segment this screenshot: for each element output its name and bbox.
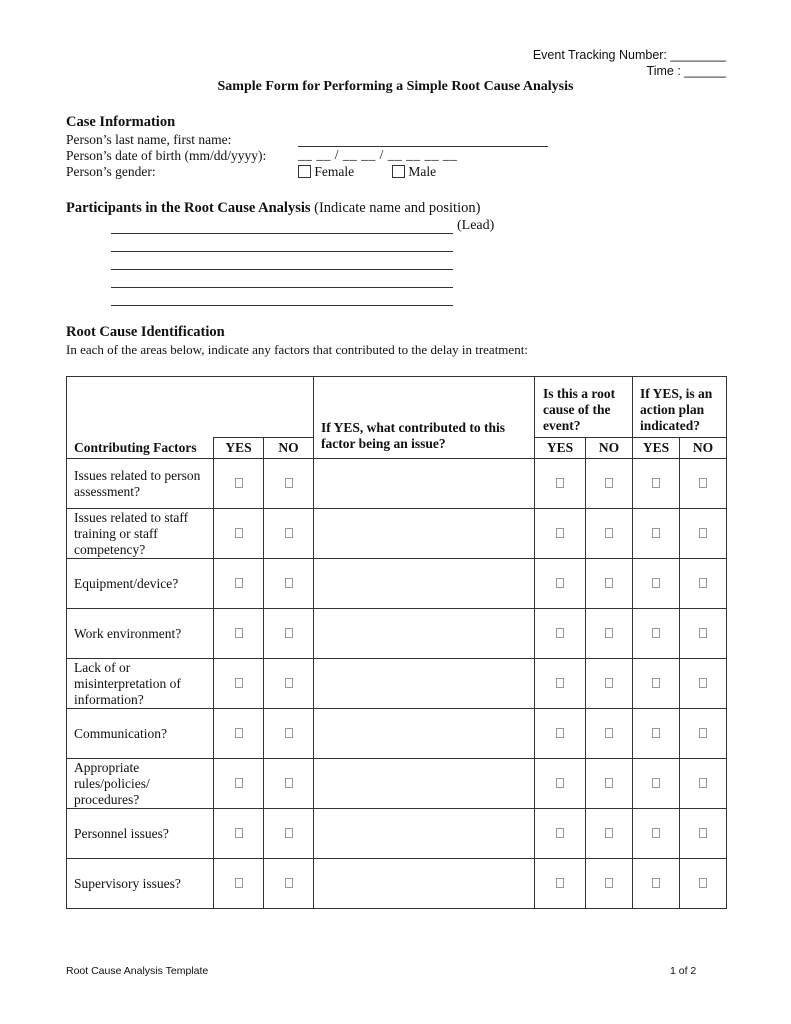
root-cause-yes-cell [535, 609, 586, 659]
root-cause-no-cell [586, 459, 633, 509]
root-cause-yes-checkbox[interactable] [556, 578, 564, 588]
header-yes: YES [214, 438, 264, 459]
factor-no-checkbox[interactable] [285, 728, 293, 738]
action-plan-yes-checkbox[interactable] [652, 628, 660, 638]
page-title: Sample Form for Performing a Simple Root Cause Analysis [217, 79, 574, 94]
root-cause-no-checkbox[interactable] [605, 878, 613, 888]
participant-line[interactable] [111, 269, 453, 270]
root-cause-heading: Root Cause Identification [66, 324, 225, 340]
contributed-notes-field[interactable] [314, 459, 535, 509]
factor-yes-cell [214, 509, 264, 559]
action-plan-no-checkbox[interactable] [699, 628, 707, 638]
root-cause-no-checkbox[interactable] [605, 628, 613, 638]
root-cause-yes-checkbox[interactable] [556, 528, 564, 538]
factor-no-checkbox[interactable] [285, 528, 293, 538]
action-plan-yes-checkbox[interactable] [652, 828, 660, 838]
factor-yes-checkbox[interactable] [235, 678, 243, 688]
factor-no-checkbox[interactable] [285, 478, 293, 488]
header-blank [67, 377, 314, 438]
root-cause-yes-checkbox[interactable] [556, 478, 564, 488]
root-cause-yes-checkbox[interactable] [556, 828, 564, 838]
factor-yes-checkbox[interactable] [235, 478, 243, 488]
root-cause-yes-checkbox[interactable] [556, 878, 564, 888]
participant-line[interactable] [111, 251, 453, 252]
action-plan-yes-cell [633, 859, 680, 909]
factor-label: Supervisory issues? [67, 859, 214, 909]
contributed-notes-field[interactable] [314, 709, 535, 759]
factor-yes-checkbox[interactable] [235, 528, 243, 538]
female-checkbox[interactable] [298, 165, 311, 178]
factor-yes-checkbox[interactable] [235, 828, 243, 838]
factor-yes-checkbox[interactable] [235, 878, 243, 888]
root-cause-yes-cell [535, 709, 586, 759]
contributed-notes-field[interactable] [314, 559, 535, 609]
root-cause-yes-checkbox[interactable] [556, 678, 564, 688]
factor-label: Communication? [67, 709, 214, 759]
factor-yes-cell [214, 609, 264, 659]
root-cause-no-checkbox[interactable] [605, 728, 613, 738]
root-cause-no-checkbox[interactable] [605, 478, 613, 488]
action-plan-no-checkbox[interactable] [699, 678, 707, 688]
action-plan-no-cell [680, 459, 727, 509]
action-plan-no-cell [680, 509, 727, 559]
factor-no-checkbox[interactable] [285, 828, 293, 838]
root-cause-no-cell [586, 659, 633, 709]
time-field: Time : ______ [646, 64, 726, 78]
factor-label: Issues related to person assessment? [67, 459, 214, 509]
root-cause-no-checkbox[interactable] [605, 578, 613, 588]
action-plan-yes-cell [633, 559, 680, 609]
root-cause-no-cell [586, 859, 633, 909]
factor-no-checkbox[interactable] [285, 878, 293, 888]
action-plan-yes-checkbox[interactable] [652, 678, 660, 688]
factor-no-cell [264, 709, 314, 759]
factor-no-cell [264, 659, 314, 709]
factor-no-checkbox[interactable] [285, 678, 293, 688]
action-plan-no-cell [680, 859, 727, 909]
header-action-no: NO [680, 438, 727, 459]
header-root-cause: Is this a root cause of the event? [535, 377, 633, 438]
root-cause-yes-cell [535, 509, 586, 559]
root-cause-instruction: In each of the areas below, indicate any factors that contributed to the delay in treatment: [66, 342, 528, 357]
name-label: Person’s last name, first name: [66, 132, 232, 147]
action-plan-yes-cell [633, 459, 680, 509]
action-plan-yes-checkbox[interactable] [652, 778, 660, 788]
action-plan-no-cell [680, 609, 727, 659]
male-label: Male [408, 164, 437, 179]
action-plan-yes-cell [633, 609, 680, 659]
root-cause-no-cell [586, 559, 633, 609]
gender-option-male[interactable] [392, 164, 436, 180]
root-cause-no-checkbox[interactable] [605, 528, 613, 538]
action-plan-yes-cell [633, 659, 680, 709]
contributed-notes-field[interactable] [314, 659, 535, 709]
root-cause-no-cell [586, 759, 633, 809]
factor-no-cell [264, 559, 314, 609]
action-plan-no-cell [680, 559, 727, 609]
factor-label: Lack of or misinterpretation of information? [67, 659, 214, 709]
footer-template-name: Root Cause Analysis Template [66, 965, 209, 977]
dob-label: Person’s date of birth (mm/dd/yyyy): [66, 148, 267, 163]
root-cause-yes-checkbox[interactable] [556, 778, 564, 788]
table-row [67, 859, 727, 909]
factor-label: Equipment/device? [67, 559, 214, 609]
table-row [67, 759, 727, 809]
action-plan-no-cell [680, 809, 727, 859]
action-plan-yes-cell [633, 709, 680, 759]
header-action-plan: If YES, is an action plan indicated? [633, 377, 727, 438]
root-cause-yes-checkbox[interactable] [556, 728, 564, 738]
female-label: Female [314, 164, 355, 179]
root-cause-no-cell [586, 809, 633, 859]
header-root-yes: YES [535, 438, 586, 459]
table-row [67, 659, 727, 709]
table-row [67, 459, 727, 509]
root-cause-yes-cell [535, 459, 586, 509]
action-plan-yes-cell [633, 509, 680, 559]
factor-yes-checkbox[interactable] [235, 728, 243, 738]
header-action-yes: YES [633, 438, 680, 459]
contributed-notes-field[interactable] [314, 809, 535, 859]
root-cause-no-checkbox[interactable] [605, 828, 613, 838]
factor-yes-checkbox[interactable] [235, 578, 243, 588]
male-checkbox[interactable] [392, 165, 405, 178]
factor-yes-cell [214, 809, 264, 859]
table-row [67, 809, 727, 859]
action-plan-no-checkbox[interactable] [699, 878, 707, 888]
root-cause-yes-cell [535, 859, 586, 909]
action-plan-yes-cell [633, 809, 680, 859]
root-cause-yes-checkbox[interactable] [556, 628, 564, 638]
root-cause-no-cell [586, 509, 633, 559]
factor-yes-cell [214, 559, 264, 609]
factor-yes-cell [214, 859, 264, 909]
action-plan-no-checkbox[interactable] [699, 578, 707, 588]
root-cause-no-cell [586, 709, 633, 759]
root-cause-yes-cell [535, 659, 586, 709]
contributed-notes-field[interactable] [314, 609, 535, 659]
gender-label: Person’s gender: [66, 164, 156, 179]
action-plan-yes-checkbox[interactable] [652, 528, 660, 538]
root-cause-yes-cell [535, 759, 586, 809]
action-plan-no-checkbox[interactable] [699, 828, 707, 838]
factor-yes-cell [214, 709, 264, 759]
action-plan-no-checkbox[interactable] [699, 528, 707, 538]
root-cause-no-cell [586, 609, 633, 659]
root-cause-table [66, 376, 727, 909]
header-root-no: NO [586, 438, 633, 459]
action-plan-no-cell [680, 659, 727, 709]
gender-option-female[interactable] [298, 164, 354, 180]
factor-no-cell [264, 809, 314, 859]
action-plan-no-cell [680, 759, 727, 809]
lead-label: (Lead) [457, 218, 495, 233]
table-row [67, 509, 727, 559]
action-plan-yes-checkbox[interactable] [652, 878, 660, 888]
contributed-notes-field[interactable] [314, 509, 535, 559]
root-cause-yes-cell [535, 809, 586, 859]
header-factors: Contributing Factors [67, 438, 214, 459]
factor-no-cell [264, 509, 314, 559]
factor-yes-checkbox[interactable] [235, 778, 243, 788]
page-number: 1 of 2 [670, 965, 697, 977]
factor-no-cell [264, 609, 314, 659]
participant-line[interactable] [111, 287, 453, 288]
action-plan-yes-checkbox[interactable] [652, 578, 660, 588]
contributed-notes-field[interactable] [314, 759, 535, 809]
factor-yes-cell [214, 759, 264, 809]
participants-heading: Participants in the Root Cause Analysis [66, 200, 311, 216]
header-no: NO [264, 438, 314, 459]
participant-lead-line[interactable] [111, 233, 453, 234]
factor-yes-cell [214, 459, 264, 509]
participant-line[interactable] [111, 305, 453, 306]
action-plan-yes-cell [633, 759, 680, 809]
factor-label: Personnel issues? [67, 809, 214, 859]
participants-heading-row [66, 200, 480, 217]
factor-label: Work environment? [67, 609, 214, 659]
factor-label: Issues related to staff training or staff competency? [67, 509, 214, 559]
factor-no-checkbox[interactable] [285, 578, 293, 588]
root-cause-no-checkbox[interactable] [605, 778, 613, 788]
action-plan-no-checkbox[interactable] [699, 778, 707, 788]
factor-no-checkbox[interactable] [285, 628, 293, 638]
contributed-notes-field[interactable] [314, 859, 535, 909]
factor-no-cell [264, 459, 314, 509]
action-plan-no-cell [680, 709, 727, 759]
table-row [67, 609, 727, 659]
event-tracking-number: Event Tracking Number: ________ [532, 48, 726, 62]
case-information-heading: Case Information [66, 114, 176, 130]
action-plan-no-checkbox[interactable] [699, 728, 707, 738]
factor-no-checkbox[interactable] [285, 778, 293, 788]
table-row [67, 559, 727, 609]
factor-yes-cell [214, 659, 264, 709]
factor-label: Appropriate rules/policies/ procedures? [67, 759, 214, 809]
action-plan-yes-checkbox[interactable] [652, 478, 660, 488]
factor-no-cell [264, 759, 314, 809]
table-row [67, 709, 727, 759]
header-contributed: If YES, what contributed to this factor being an issue? [314, 377, 535, 459]
action-plan-yes-checkbox[interactable] [652, 728, 660, 738]
action-plan-no-checkbox[interactable] [699, 478, 707, 488]
factor-no-cell [264, 859, 314, 909]
root-cause-no-checkbox[interactable] [605, 678, 613, 688]
factor-yes-checkbox[interactable] [235, 628, 243, 638]
root-cause-yes-cell [535, 559, 586, 609]
participants-instruction: (Indicate name and position) [310, 200, 481, 216]
dob-input[interactable]: __ __ / __ __ / __ __ __ __ [298, 147, 458, 162]
